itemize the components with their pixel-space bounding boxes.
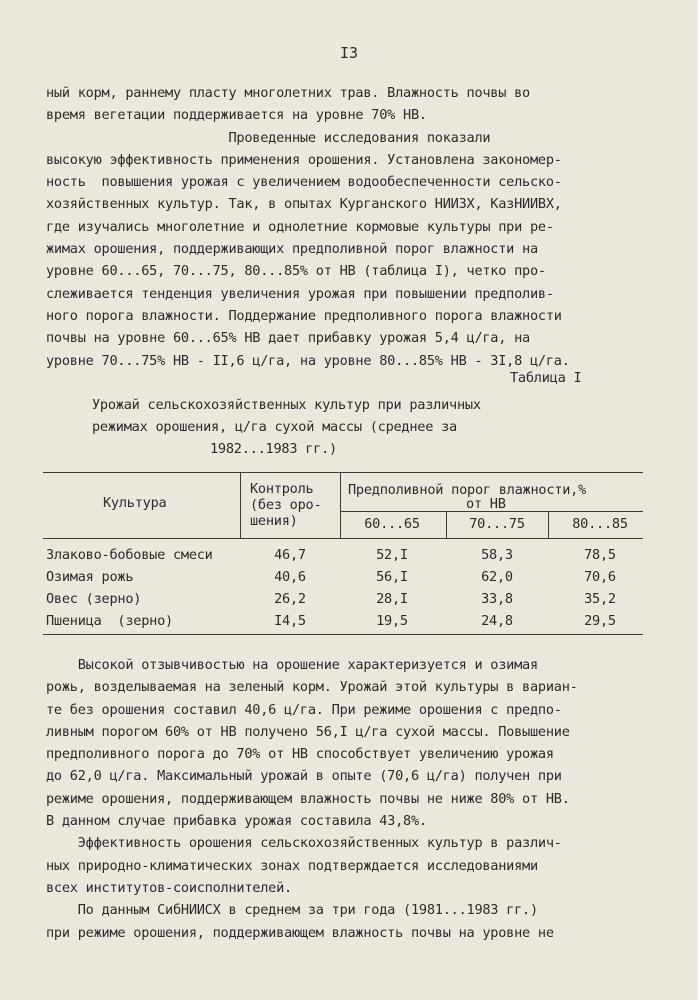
text-line: уровне 60...65, 70...75, 80...85% от НВ (таблица I), четко про- xyxy=(46,263,546,280)
subheader-60-65: 60...65 xyxy=(364,516,420,532)
text-line: хозяйственных культур. Так, в опытах Курганского НИИЗХ, КазНИИВХ, xyxy=(46,196,562,213)
table-bottom-rule xyxy=(43,634,643,635)
table-cell-value: 24,8 xyxy=(481,613,513,629)
text-line: где изучались многолетние и однолетние кормовые культуры при ре- xyxy=(46,218,554,235)
table-label: Таблица I xyxy=(510,370,582,386)
text-line: ность повышения урожая с увеличением водообеспеченности сельско- xyxy=(46,174,562,191)
table-cell-value: 40,6 xyxy=(274,569,306,585)
text-line: ных природно-климатических зонах подтверждается исследованиями xyxy=(46,857,538,874)
header-threshold-1: Предполивной порог влажности,% xyxy=(348,482,587,498)
table-cell-value: 19,5 xyxy=(376,613,408,629)
table-divider-1 xyxy=(240,473,241,538)
table-row-crop: Озимая рожь xyxy=(46,569,134,585)
table-title-line: режимах орошения, ц/га сухой массы (среднее за xyxy=(92,419,457,435)
table-cell-value: 29,5 xyxy=(584,613,616,629)
text-line: По данным СибНИИСХ в среднем за три года (1981...1983 гг.) xyxy=(46,902,538,919)
table-cell-value: 26,2 xyxy=(274,591,306,607)
table-divider-4 xyxy=(548,511,549,538)
text-line: те без орошения составил 40,6 ц/га. При режиме орошения с предпо- xyxy=(46,701,562,718)
header-control-1: Контроль xyxy=(250,481,314,497)
header-control-2: (без оро- xyxy=(250,497,322,513)
subheader-70-75: 70...75 xyxy=(469,516,525,532)
table-cell-value: 35,2 xyxy=(584,591,616,607)
text-line: ный корм, раннему пласту многолетних трав. Влажность почвы во xyxy=(46,85,530,101)
text-line: уровне 70...75% НВ - II,6 ц/га, на уровне 80...85% НВ - 3I,8 ц/га. xyxy=(46,352,570,369)
text-line: слеживается тенденция увеличения урожая при повышении предполив- xyxy=(46,285,554,302)
text-line: почвы на уровне 60...65% НВ дает прибавку урожая 5,4 ц/га, на xyxy=(46,330,530,347)
table-cell-value: 33,8 xyxy=(481,591,513,607)
table-cell-value: 70,6 xyxy=(584,569,616,585)
subheader-80-85: 80...85 xyxy=(572,516,628,532)
table-cell-value: 46,7 xyxy=(274,547,306,563)
text-line: Эффективность орошения сельскохозяйственных культур в различ- xyxy=(46,835,562,852)
table-row-crop: Овес (зерно) xyxy=(46,591,142,607)
text-line: при режиме орошения, поддерживающем влажность почвы на уровне не xyxy=(46,924,554,941)
text-line: ливным порогом 60% от НВ получено 56,I ц/га сухой массы. Повышение xyxy=(46,723,570,740)
header-control-3: шения) xyxy=(250,513,298,529)
text-line: жимах орошения, поддерживающих предполивной порог влажности на xyxy=(46,241,538,258)
text-line: рожь, возделываемая на зеленый корм. Урожай этой культуры в вариан- xyxy=(46,679,578,696)
text-line: Высокой отзывчивостью на орошение характеризуется и озимая xyxy=(46,657,538,673)
table-cell-value: I4,5 xyxy=(274,613,306,629)
table-title-line: 1982...1983 гг.) xyxy=(210,441,337,457)
text-line: ного порога влажности. Поддержание предполивного порога влажности xyxy=(46,307,562,324)
table-title xyxy=(0,394,698,460)
table-cell-value: 62,0 xyxy=(481,569,513,585)
table-cell-value: 56,I xyxy=(376,569,408,585)
top-paragraphs xyxy=(0,82,698,372)
page-number: I3 xyxy=(339,44,359,62)
table-title-line: Урожай сельскохозяйственных культур при различных xyxy=(92,397,481,413)
text-line: В данном случае прибавка урожая составила 43,8%. xyxy=(46,813,427,830)
table-top-rule xyxy=(43,472,643,473)
header-threshold-2: от НВ xyxy=(466,496,506,512)
table-cell-value: 52,I xyxy=(376,547,408,563)
table-row-crop: Пшеница (зерно) xyxy=(46,613,173,629)
text-line: режиме орошения, поддерживающем влажность почвы не ниже 80% от НВ. xyxy=(46,790,570,807)
table-cell-value: 28,I xyxy=(376,591,408,607)
table-header-rule xyxy=(43,538,643,539)
text-line: время вегетации поддерживается на уровне 70% НВ. xyxy=(46,107,427,124)
text-line: высокую эффективность применения орошения. Установлена закономер- xyxy=(46,151,562,168)
bottom-paragraphs xyxy=(0,654,698,944)
text-line: предполивного порога до 70% от НВ способствует увеличению урожая xyxy=(46,746,554,763)
table-cell-value: 58,3 xyxy=(481,547,513,563)
text-line: Проведенные исследования показали xyxy=(46,129,491,146)
header-crop: Культура xyxy=(103,495,167,511)
text-line: всех институтов-соисполнителей. xyxy=(46,879,292,896)
table-row-crop: Злаково-бобовые смеси xyxy=(46,547,213,563)
text-line: до 62,0 ц/га. Максимальный урожай в опыте (70,6 ц/га) получен при xyxy=(46,768,562,785)
table-cell-value: 78,5 xyxy=(584,547,616,563)
